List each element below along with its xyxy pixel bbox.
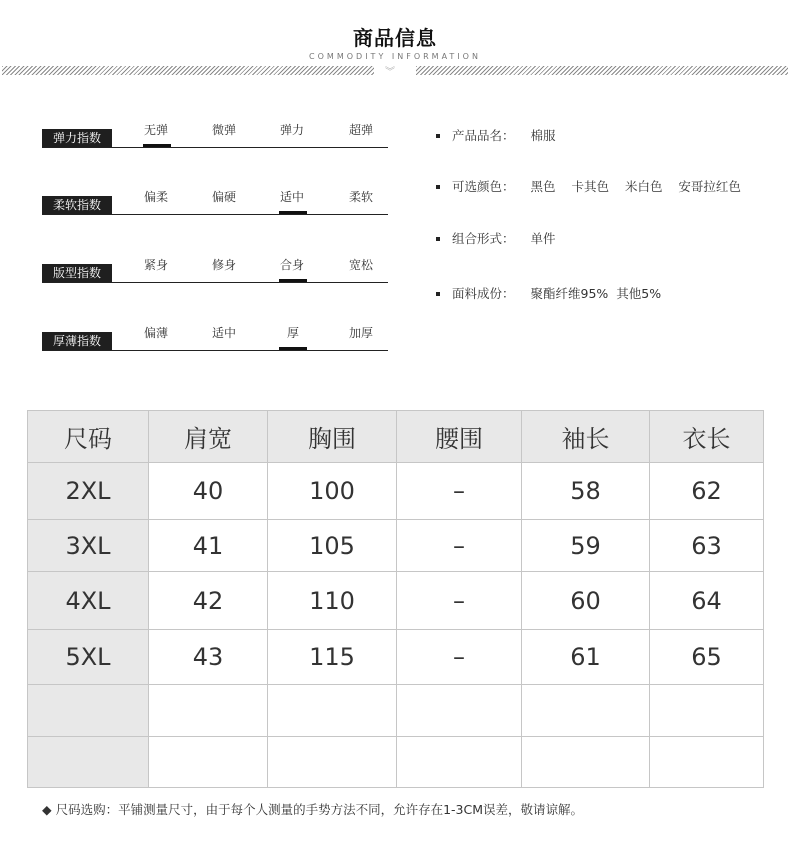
info-colors: [436, 177, 741, 195]
table-cell: –: [397, 520, 522, 572]
table-cell: 115: [268, 630, 397, 685]
size-table: [27, 410, 764, 788]
table-cell: [397, 737, 522, 788]
table-header-cell: 袖长: [522, 411, 650, 463]
index-option: 厚: [287, 326, 300, 340]
table-cell: [149, 685, 268, 737]
table-row: [28, 520, 764, 572]
info-combination: [436, 229, 556, 247]
index-option: 适中: [280, 190, 305, 204]
index-option: 无弹: [144, 123, 169, 137]
table-cell: [149, 737, 268, 788]
info-label: 可选颜色：: [452, 179, 515, 194]
table-header-cell: 衣长: [650, 411, 764, 463]
index-option: 超弹: [349, 123, 374, 137]
table-cell: [268, 737, 397, 788]
bullet-icon: [436, 134, 440, 138]
table-cell: 100: [268, 463, 397, 520]
table-cell: 41: [149, 520, 268, 572]
section-title: 商品信息: [353, 26, 437, 50]
table-header-cell: 胸围: [268, 411, 397, 463]
hatch-divider-right: [416, 66, 788, 75]
info-value: 黑色 卡其色 米白色 安哥拉红色: [530, 179, 741, 194]
table-cell: 105: [268, 520, 397, 572]
table-cell: [397, 685, 522, 737]
table-cell: 62: [650, 463, 764, 520]
table-cell: –: [397, 463, 522, 520]
table-row: [28, 630, 764, 685]
bullet-icon: [436, 237, 440, 241]
index-option: 微弹: [212, 123, 237, 137]
info-label: 组合形式：: [452, 231, 515, 246]
table-cell: [522, 737, 650, 788]
size-cell: 5XL: [28, 630, 149, 685]
size-cell: [28, 737, 149, 788]
size-cell: 3XL: [28, 520, 149, 572]
table-cell: [268, 685, 397, 737]
index-option: 合身: [280, 258, 305, 272]
table-row: [28, 572, 764, 630]
hatch-divider-left: [2, 66, 374, 75]
index-label: 版型指数: [42, 264, 112, 282]
table-header-cell: 腰围: [397, 411, 522, 463]
index-option: 柔软: [349, 190, 374, 204]
selected-indicator: [279, 211, 307, 214]
table-cell: –: [397, 630, 522, 685]
table-row: [28, 685, 764, 737]
table-header-cell: 肩宽: [149, 411, 268, 463]
info-label: 面料成份：: [452, 286, 515, 301]
index-option: 紧身: [144, 258, 169, 272]
index-label: 弹力指数: [42, 129, 112, 147]
table-row: [28, 737, 764, 788]
table-cell: 61: [522, 630, 650, 685]
table-header-cell: 尺码: [28, 411, 149, 463]
table-cell: 60: [522, 572, 650, 630]
index-label: 柔软指数: [42, 196, 112, 214]
index-option: 修身: [212, 258, 237, 272]
info-label: 产品品名：: [452, 128, 515, 143]
selected-indicator: [279, 279, 307, 282]
index-option: 弹力: [280, 123, 305, 137]
table-row: [28, 463, 764, 520]
chevron-down-icon: ︾: [385, 67, 395, 78]
selected-indicator: [279, 347, 307, 350]
size-cell: 2XL: [28, 463, 149, 520]
index-option: 宽松: [349, 258, 374, 272]
table-cell: 63: [650, 520, 764, 572]
index-option: 加厚: [349, 326, 374, 340]
bullet-icon: [436, 185, 440, 189]
bullet-icon: [436, 292, 440, 296]
index-option: 偏薄: [144, 326, 169, 340]
table-cell: –: [397, 572, 522, 630]
selected-indicator: [143, 144, 171, 147]
table-cell: 59: [522, 520, 650, 572]
table-cell: 58: [522, 463, 650, 520]
softness-index: [42, 190, 388, 215]
table-cell: 43: [149, 630, 268, 685]
table-cell: [522, 685, 650, 737]
table-cell: 40: [149, 463, 268, 520]
fit-index: [42, 258, 388, 283]
section-subtitle: COMMODITY INFORMATION: [309, 52, 481, 61]
table-cell: 64: [650, 572, 764, 630]
thickness-index: [42, 326, 388, 351]
info-product-name: [436, 126, 556, 144]
table-cell: [650, 737, 764, 788]
index-label: 厚薄指数: [42, 332, 112, 350]
elasticity-index: [42, 123, 388, 148]
size-cell: [28, 685, 149, 737]
info-fabric: [436, 284, 661, 302]
index-option: 偏柔: [144, 190, 169, 204]
index-option: 适中: [212, 326, 237, 340]
table-header-row: [28, 411, 764, 463]
size-cell: 4XL: [28, 572, 149, 630]
size-note: ◆ 尺码选购：平铺测量尺寸，由于每个人测量的手势方法不同，允许存在1-3CM误差，敬请谅解。: [42, 802, 584, 817]
table-cell: 42: [149, 572, 268, 630]
table-cell: [650, 685, 764, 737]
index-option: 偏硬: [212, 190, 237, 204]
info-value: 单件: [530, 231, 556, 246]
info-value: 棉服: [530, 128, 556, 143]
info-value: 聚酯纤维95% 其他5%: [530, 286, 662, 301]
table-cell: 65: [650, 630, 764, 685]
table-cell: 110: [268, 572, 397, 630]
